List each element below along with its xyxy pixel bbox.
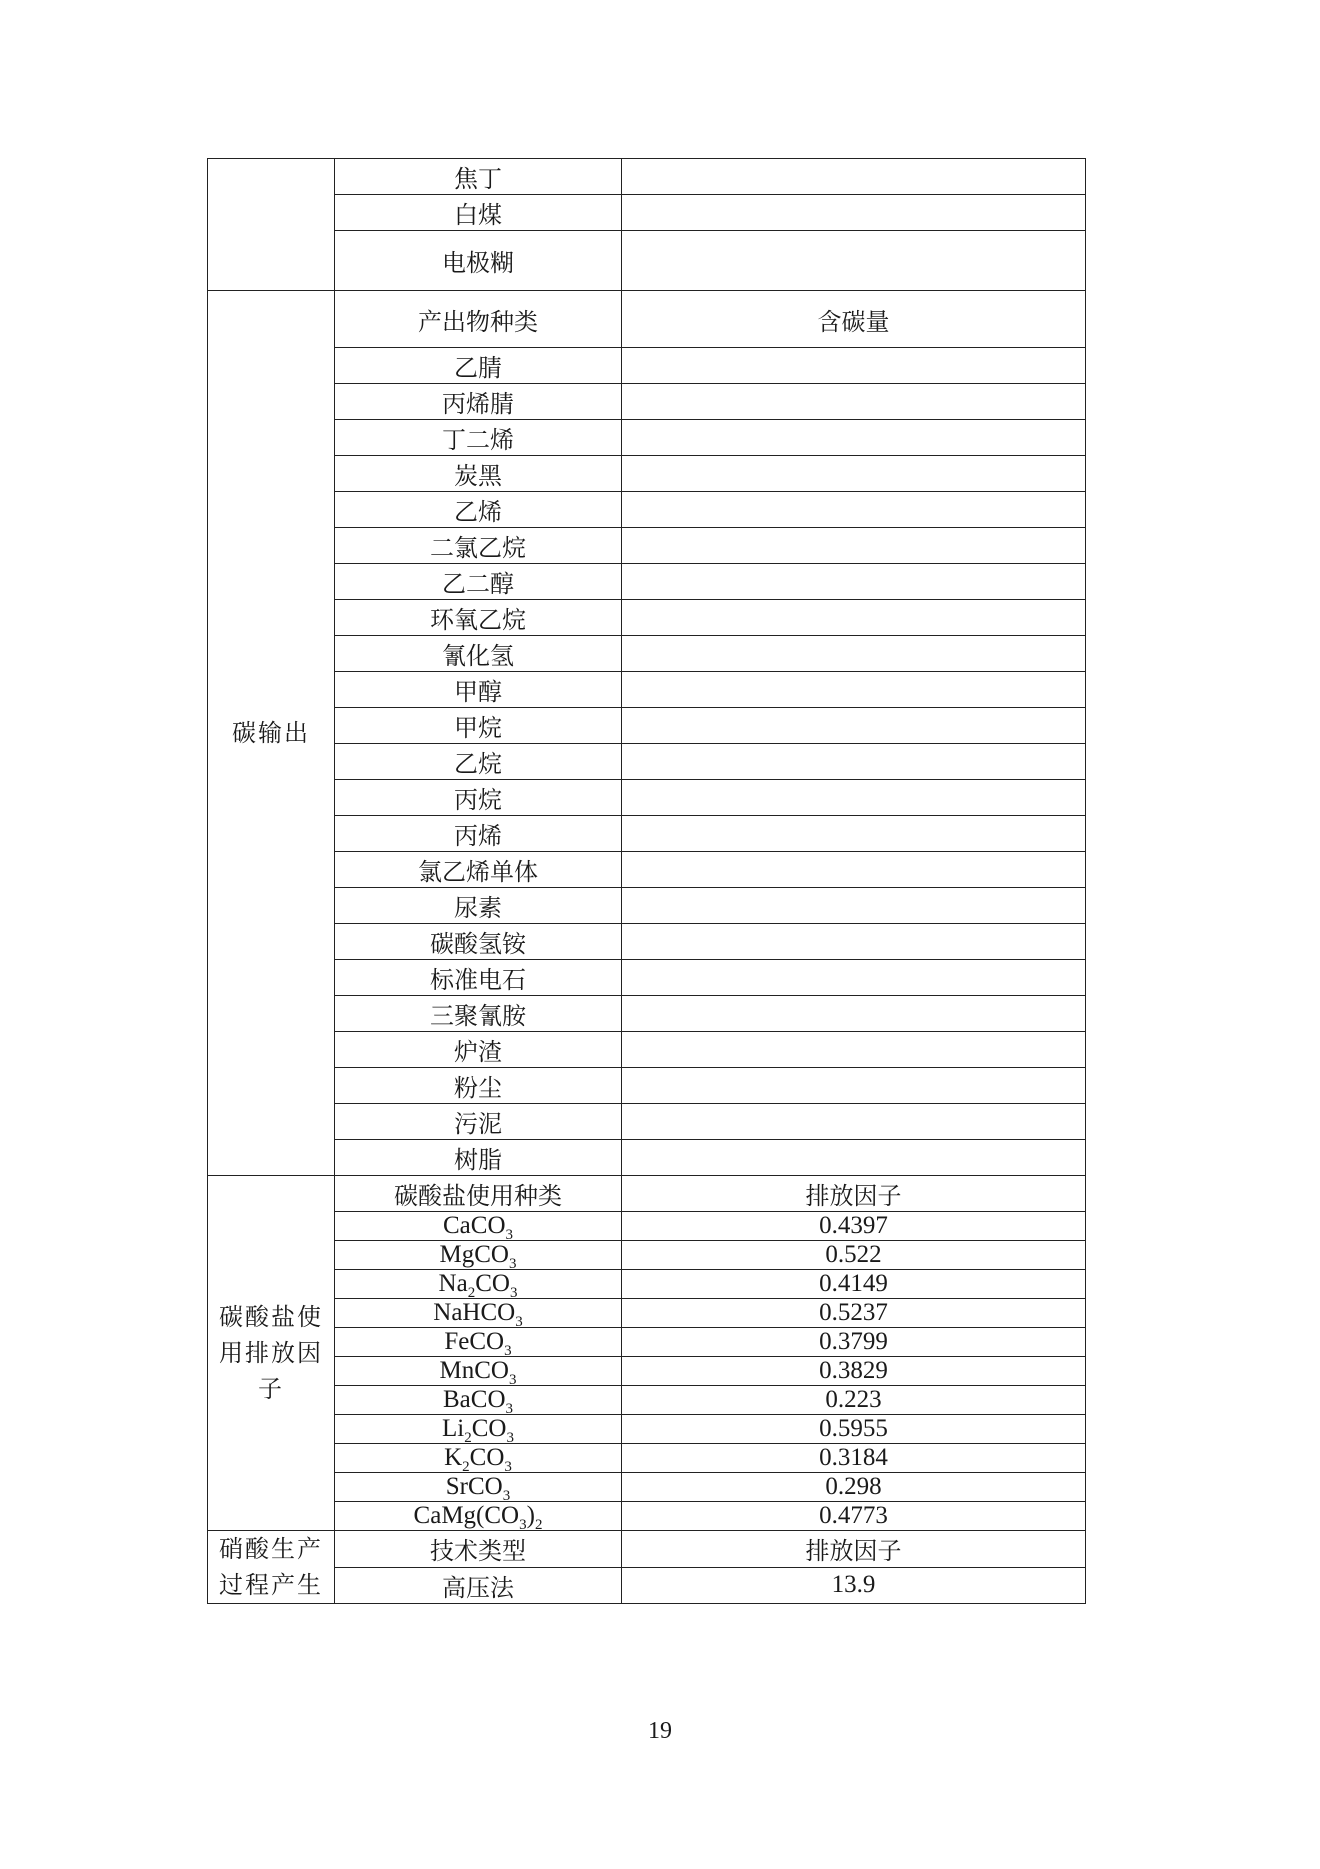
item-value-cell [622, 492, 1086, 528]
table-row [208, 816, 1086, 852]
item-name-cell: 甲醇 [335, 672, 622, 708]
table-row [208, 888, 1086, 924]
table-row [208, 1415, 1086, 1444]
table-row [208, 708, 1086, 744]
table-row [208, 780, 1086, 816]
section-header-row [208, 1176, 1086, 1212]
item-value-cell [622, 960, 1086, 996]
formula-subscript: 3 [506, 1430, 514, 1444]
table-row [208, 1444, 1086, 1473]
emission-factor-cell: 0.4149 [622, 1270, 1086, 1299]
table-row [208, 672, 1086, 708]
item-value-cell [622, 420, 1086, 456]
emission-factor-cell: 0.5955 [622, 1415, 1086, 1444]
formula-text: CaCO [443, 1212, 506, 1239]
item-name-cell: 污泥 [335, 1104, 622, 1140]
formula-text: FeCO [444, 1328, 505, 1355]
column-header: 产出物种类 [335, 291, 622, 348]
table-row [208, 195, 1086, 231]
chemical-formula-cell [335, 1241, 622, 1270]
formula-subscript: 2 [462, 1459, 470, 1473]
emission-factor-cell: 0.3799 [622, 1328, 1086, 1357]
category-cell: 碳输出 [208, 291, 335, 1176]
chemical-formula-cell [335, 1357, 622, 1386]
table-row [208, 348, 1086, 384]
table-row [208, 1241, 1086, 1270]
page-number: 19 [648, 1718, 672, 1744]
emission-factor-cell: 13.9 [622, 1567, 1086, 1604]
formula-text: Na [438, 1270, 468, 1297]
item-value-cell [622, 852, 1086, 888]
formula-text: MgCO [439, 1241, 509, 1268]
chemical-formula-cell [335, 1212, 622, 1241]
chemical-formula-cell [335, 1444, 622, 1473]
item-name-cell: 碳酸氢铵 [335, 924, 622, 960]
item-value-cell [622, 1068, 1086, 1104]
formula-text: NaHCO [433, 1299, 516, 1326]
chemical-formula-cell [335, 1415, 622, 1444]
formula-subscript: 3 [502, 1488, 511, 1502]
item-value-cell [622, 1032, 1086, 1068]
item-name-cell: 丙烯腈 [335, 384, 622, 420]
table-row [208, 1212, 1086, 1241]
item-value-cell [622, 744, 1086, 780]
formula-text: Li [442, 1415, 465, 1442]
chemical-formula-cell [335, 1299, 622, 1328]
emission-factor-cell: 0.522 [622, 1241, 1086, 1270]
column-header: 技术类型 [335, 1531, 622, 1568]
table-row [208, 564, 1086, 600]
item-name-cell: 环氧乙烷 [335, 600, 622, 636]
formula-subscript: 3 [504, 1459, 512, 1473]
table-row [208, 384, 1086, 420]
item-name-cell: 焦丁 [335, 159, 622, 195]
formula-text: CO [475, 1270, 510, 1297]
emission-factor-cell: 0.298 [622, 1473, 1086, 1502]
item-name-cell: 炭黑 [335, 456, 622, 492]
category-cell-empty [208, 159, 335, 291]
table-row [208, 1357, 1086, 1386]
item-name-cell: 炉渣 [335, 1032, 622, 1068]
formula-text: K [444, 1444, 463, 1471]
formula-subscript: 2 [534, 1517, 543, 1531]
table-row [208, 1386, 1086, 1415]
item-value-cell [622, 672, 1086, 708]
formula-text: SrCO [445, 1473, 503, 1500]
item-name-cell: 尿素 [335, 888, 622, 924]
table-row [208, 744, 1086, 780]
item-name-cell: 树脂 [335, 1140, 622, 1176]
item-name-cell: 甲烷 [335, 708, 622, 744]
item-name-cell: 丁二烯 [335, 420, 622, 456]
item-name-cell: 二氯乙烷 [335, 528, 622, 564]
table-row [208, 456, 1086, 492]
item-value-cell [622, 996, 1086, 1032]
section-header-row [208, 1531, 1086, 1568]
formula-subscript: 3 [505, 1227, 513, 1241]
emission-factor-cell: 0.5237 [622, 1299, 1086, 1328]
table-row [208, 960, 1086, 996]
table-row [208, 1270, 1086, 1299]
table-row [208, 1502, 1086, 1531]
category-cell: 硝酸生产过程产生 [208, 1531, 335, 1604]
formula-subscript: 2 [467, 1285, 476, 1299]
section-header-row [208, 291, 1086, 348]
formula-subscript: 3 [508, 1372, 517, 1386]
emission-factor-cell: 0.4397 [622, 1212, 1086, 1241]
table-row [208, 1299, 1086, 1328]
table-row [208, 1567, 1086, 1604]
chemical-formula-cell [335, 1473, 622, 1502]
formula-subscript: 3 [519, 1517, 527, 1531]
table-row [208, 852, 1086, 888]
item-value-cell [622, 456, 1086, 492]
formula-subscript: 3 [504, 1343, 512, 1357]
item-value-cell [622, 780, 1086, 816]
item-value-cell [622, 1140, 1086, 1176]
item-value-cell [622, 564, 1086, 600]
item-value-cell [622, 348, 1086, 384]
item-name-cell: 乙腈 [335, 348, 622, 384]
table-row [208, 1032, 1086, 1068]
table-row [208, 528, 1086, 564]
item-name-cell: 氰化氢 [335, 636, 622, 672]
item-value-cell [622, 600, 1086, 636]
formula-subscript: 3 [509, 1285, 518, 1299]
emission-factor-cell: 0.4773 [622, 1502, 1086, 1531]
item-value-cell [622, 159, 1086, 195]
item-name-cell: 粉尘 [335, 1068, 622, 1104]
item-name-cell: 高压法 [335, 1567, 622, 1604]
column-header: 含碳量 [622, 291, 1086, 348]
emission-factor-cell: 0.223 [622, 1386, 1086, 1415]
table-row [208, 996, 1086, 1032]
item-name-cell: 氯乙烯单体 [335, 852, 622, 888]
formula-subscript: 3 [505, 1401, 513, 1415]
item-name-cell: 丙烷 [335, 780, 622, 816]
item-value-cell [622, 528, 1086, 564]
item-value-cell [622, 1104, 1086, 1140]
emission-factor-cell: 0.3829 [622, 1357, 1086, 1386]
item-value-cell [622, 636, 1086, 672]
column-header: 碳酸盐使用种类 [335, 1176, 622, 1212]
formula-text: CO [469, 1444, 505, 1471]
table-row [208, 159, 1086, 195]
table-row [208, 1068, 1086, 1104]
chemical-formula-cell [335, 1386, 622, 1415]
column-header: 排放因子 [622, 1176, 1086, 1212]
formula-subscript: 3 [508, 1256, 517, 1270]
data-table [207, 158, 1086, 1604]
item-value-cell [622, 384, 1086, 420]
item-name-cell: 乙烯 [335, 492, 622, 528]
table-row [208, 1473, 1086, 1502]
item-value-cell [622, 708, 1086, 744]
table-row [208, 420, 1086, 456]
chemical-formula-cell [335, 1502, 622, 1531]
formula-text: ) [526, 1502, 535, 1529]
item-name-cell: 电极糊 [335, 231, 622, 291]
category-cell: 碳酸盐使用排放因子 [208, 1176, 335, 1531]
emission-factor-cell: 0.3184 [622, 1444, 1086, 1473]
chemical-formula-cell [335, 1270, 622, 1299]
item-value-cell [622, 195, 1086, 231]
formula-subscript: 2 [464, 1430, 472, 1444]
item-name-cell: 白煤 [335, 195, 622, 231]
table-row [208, 924, 1086, 960]
formula-text: CO [471, 1415, 507, 1442]
formula-text: CaMg(CO [413, 1502, 520, 1529]
table-row [208, 231, 1086, 291]
item-value-cell [622, 924, 1086, 960]
item-name-cell: 三聚氰胺 [335, 996, 622, 1032]
formula-text: MnCO [439, 1357, 509, 1384]
item-value-cell [622, 816, 1086, 852]
table-row [208, 600, 1086, 636]
formula-subscript: 3 [515, 1314, 523, 1328]
item-name-cell: 乙烷 [335, 744, 622, 780]
table-row [208, 1140, 1086, 1176]
table-row [208, 1104, 1086, 1140]
table-row [208, 492, 1086, 528]
table-row [208, 1328, 1086, 1357]
table-row [208, 636, 1086, 672]
item-name-cell: 丙烯 [335, 816, 622, 852]
item-name-cell: 乙二醇 [335, 564, 622, 600]
item-value-cell [622, 231, 1086, 291]
formula-text: BaCO [443, 1386, 506, 1413]
item-value-cell [622, 888, 1086, 924]
item-name-cell: 标准电石 [335, 960, 622, 996]
column-header: 排放因子 [622, 1531, 1086, 1568]
chemical-formula-cell [335, 1328, 622, 1357]
